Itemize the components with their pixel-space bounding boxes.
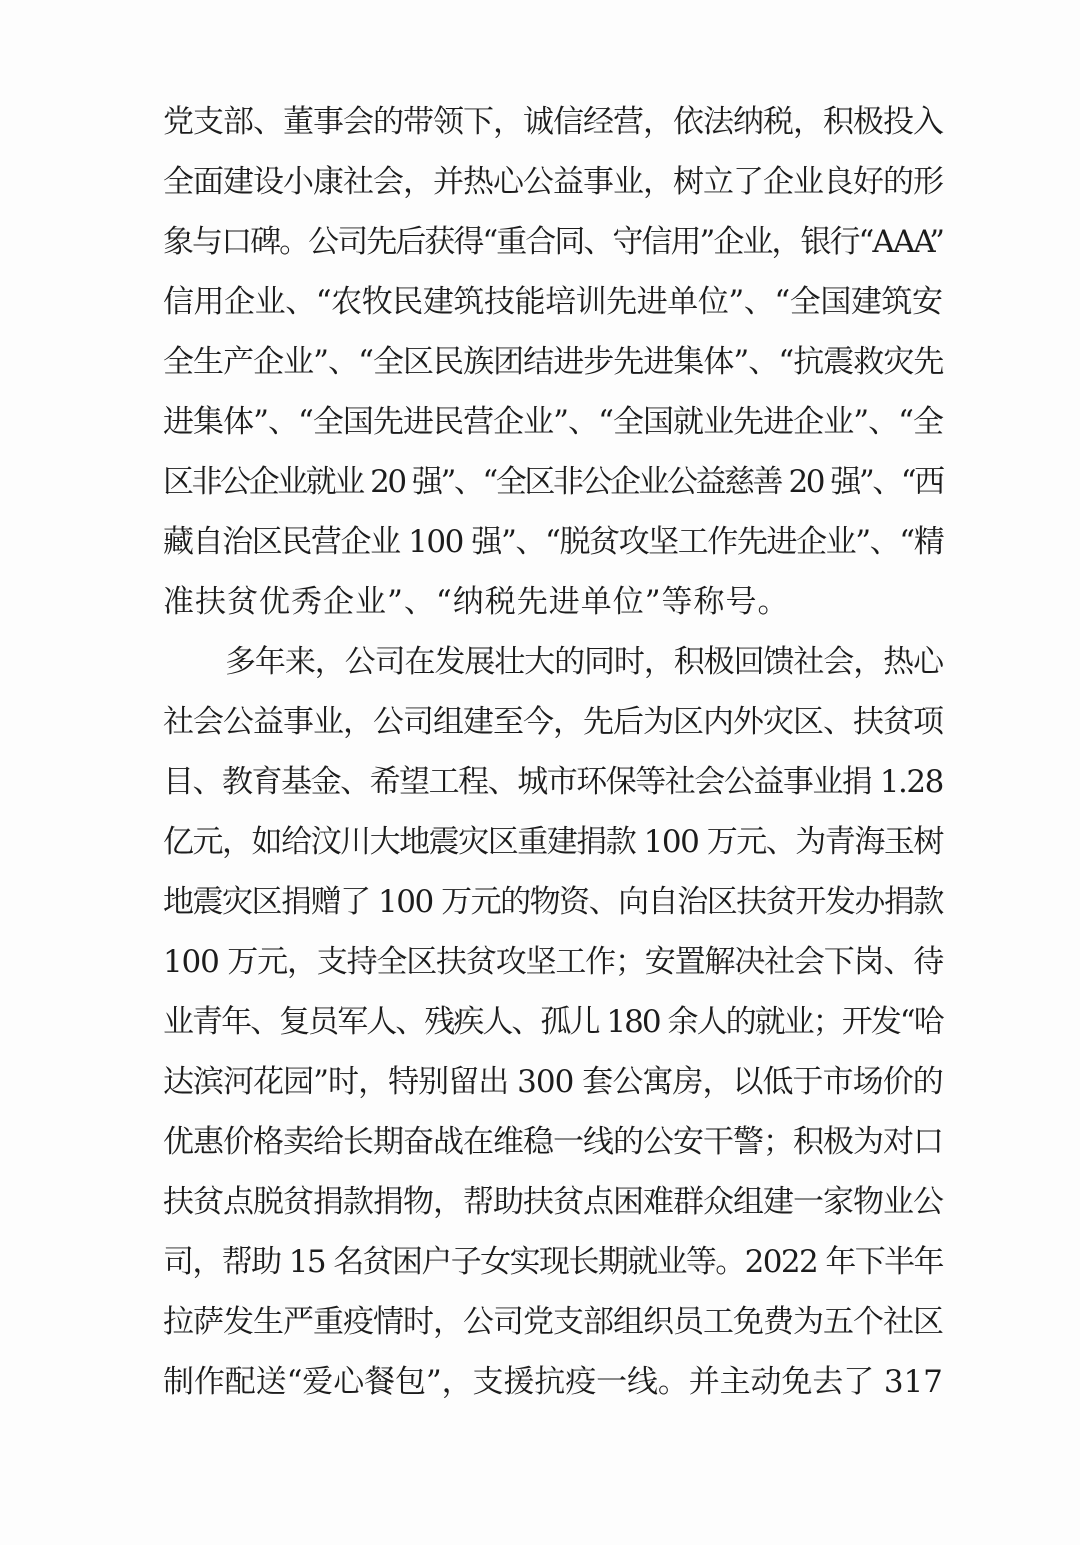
text-line: 党支部、董事会的带领下，诚信经营，依法纳税，积极投入: [163, 104, 943, 140]
body-text: [163, 92, 943, 1412]
text-line: 亿元，如给汶川大地震灾区重建捐款 100 万元、为青海玉树: [163, 824, 943, 860]
text-line: 社会公益事业，公司组建至今，先后为区内外灾区、扶贫项: [163, 704, 943, 740]
text-line: 全生产企业”、“全区民族团结进步先进集体”、“抗震救灾先: [163, 344, 944, 380]
text-line: 达滨河花园”时，特别留出 300 套公寓房，以低于市场价的: [163, 1064, 943, 1100]
text-line: 藏自治区民营企业 100 强”、“脱贫攻坚工作先进企业”、“精: [163, 524, 944, 560]
text-line: 信用企业、“农牧民建筑技能培训先进单位”、“全国建筑安: [163, 284, 943, 320]
text-line: 扶贫点脱贫捐款捐物，帮助扶贫点困难群众组建一家物业公: [163, 1184, 943, 1220]
text-line: 优惠价格卖给长期奋战在维稳一线的公安干警；积极为对口: [163, 1124, 943, 1160]
text-line: 区非公企业就业 20 强”、“全区非公企业公益慈善 20 强”、“西: [163, 464, 943, 500]
text-line: 地震灾区捐赠了 100 万元的物资、向自治区扶贫开发办捐款: [163, 884, 943, 920]
text-line: 业青年、复员军人、残疾人、孤儿 180 余人的就业；开发“哈: [163, 1004, 943, 1040]
text-line: 目、教育基金、希望工程、城市环保等社会公益事业捐 1.28: [163, 764, 943, 800]
text-line: 司，帮助 15 名贫困户子女实现长期就业等。2022 年下半年: [163, 1244, 943, 1280]
text-line: 准扶贫优秀企业”、“纳税先进单位”等称号。: [163, 584, 790, 620]
text-line: 全面建设小康社会，并热心公益事业，树立了企业良好的形: [163, 164, 943, 200]
text-line: 制作配送“爱心餐包”，支援抗疫一线。并主动免去了 317: [163, 1364, 943, 1400]
text-line: 进集体”、“全国先进民营企业”、“全国就业先进企业”、“全: [163, 404, 944, 440]
text-line: 100 万元，支持全区扶贫攻坚工作；安置解决社会下岗、待: [163, 944, 944, 980]
paragraph-start-line: 多年来，公司在发展壮大的同时，积极回馈社会，热心: [225, 644, 943, 680]
text-line: 拉萨发生严重疫情时，公司党支部组织员工免费为五个社区: [163, 1304, 943, 1340]
text-line: 象与口碑。公司先后获得“重合同、守信用”企业，银行“AAA”: [163, 224, 943, 260]
